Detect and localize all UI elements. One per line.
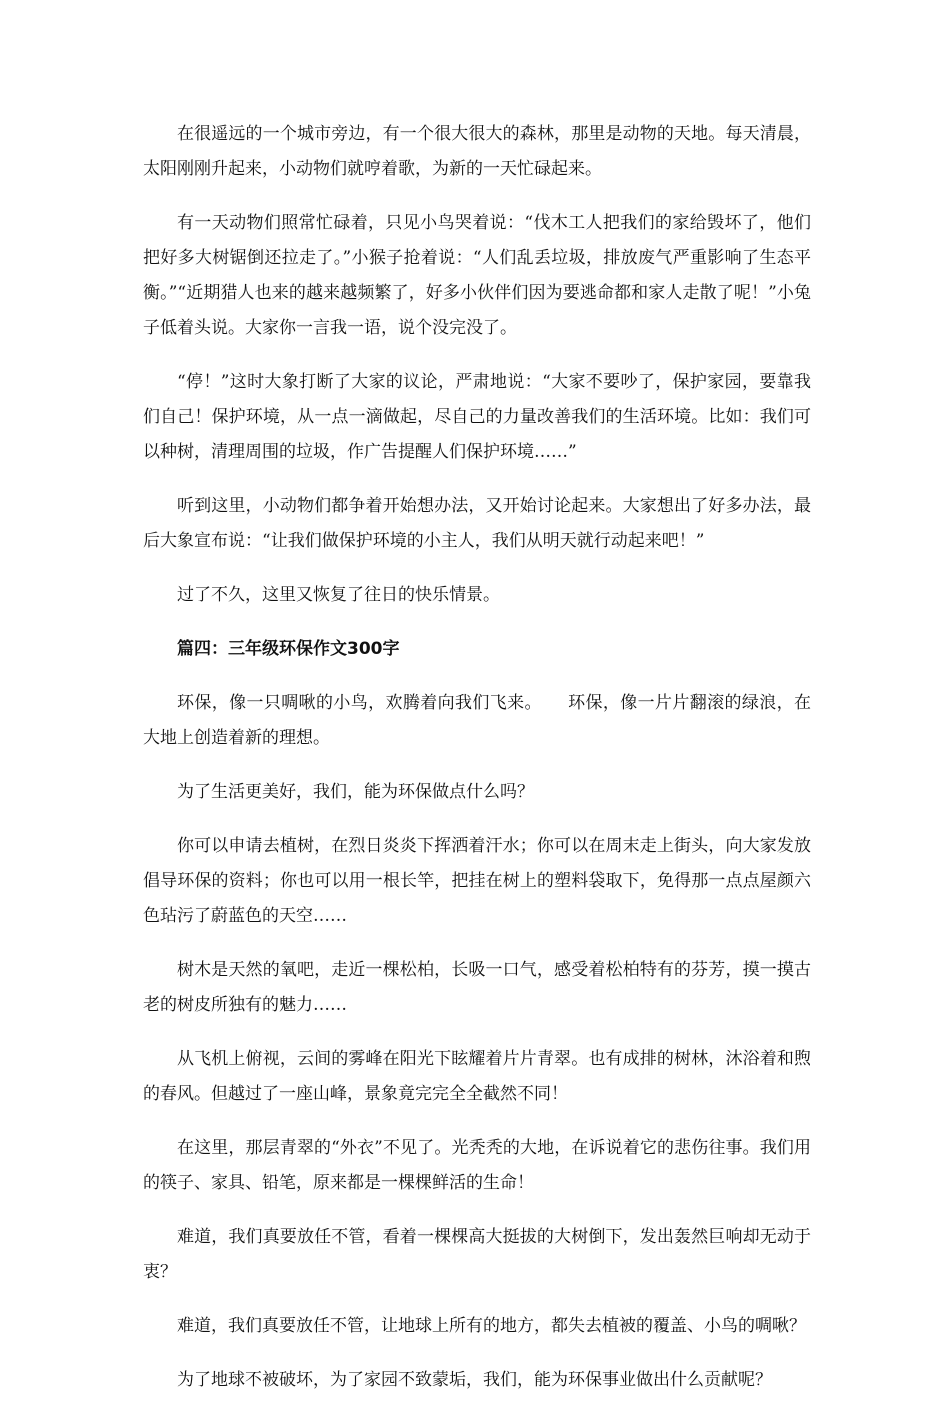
section-heading: 篇四：三年级环保作文300字: [177, 639, 400, 659]
paragraph: “停！”这时大象打断了大家的议论，严肃地说：“大家不要吵了，保护家园，要靠我们自己！保护环境，从一点一滴做起，尽自己的力量改善我们的生活环境。比如：我们可以种树，清理周围的垃圾，作广告提醒人们保护环境……”: [143, 372, 811, 462]
paragraph: 从飞机上俯视，云间的雾峰在阳光下眩耀着片片青翠。也有成排的树林，沐浴着和煦的春风。但越过了一座山峰，景象竟完完全全截然不同！: [143, 1049, 811, 1104]
paragraph: 在这里，那层青翠的“外衣”不见了。光秃秃的大地，在诉说着它的悲伤往事。我们用的筷子、家具、铅笔，原来都是一棵棵鲜活的生命！: [143, 1138, 811, 1193]
paragraph: 有一天动物们照常忙碌着，只见小鸟哭着说：“伐木工人把我们的家给毁坏了，他们把好多大树锯倒还拉走了。”小猴子抢着说：“人们乱丢垃圾，排放废气严重影响了生态平衡。”“近期猎人也来的越来越频繁了，好多小伙伴们因为要逃命都和家人走散了呢！”小兔子低着头说。大家你一言我一语，说个没完没了。: [143, 213, 811, 338]
paragraph: 为了地球不被破坏，为了家园不致蒙垢，我们，能为环保事业做出什么贡献呢？: [177, 1370, 772, 1390]
paragraph: 难道，我们真要放任不管，看着一棵棵高大挺拔的大树倒下，发出轰然巨响却无动于衷？: [143, 1227, 811, 1282]
paragraph: 为了生活更美好，我们，能为环保做点什么吗？: [177, 782, 534, 802]
paragraph: 你可以申请去植树，在烈日炎炎下挥洒着汗水；你可以在周末走上街头，向大家发放倡导环保的资料；你也可以用一根长竿，把挂在树上的塑料袋取下，免得那一点点屋颜六色玷污了蔚蓝色的天空……: [143, 836, 811, 926]
paragraph: 难道，我们真要放任不管，让地球上所有的地方，都失去植被的覆盖、小鸟的啁啾？: [177, 1316, 806, 1336]
paragraph: 树木是天然的氧吧，走近一棵松柏，长吸一口气，感受着松柏特有的芬芳，摸一摸古老的树皮所独有的魅力……: [143, 960, 811, 1015]
document-body: [143, 117, 811, 1417]
paragraph: 过了不久，这里又恢复了往日的快乐情景。: [177, 585, 500, 605]
paragraph: 听到这里，小动物们都争着开始想办法，又开始讨论起来。大家想出了好多办法，最后大象宣布说：“让我们做保护环境的小主人，我们从明天就行动起来吧！”: [143, 496, 811, 551]
paragraph: 在很遥远的一个城市旁边，有一个很大很大的森林，那里是动物的天地。每天清晨，太阳刚刚升起来，小动物们就哼着歌，为新的一天忙碌起来。: [143, 124, 811, 179]
paragraph: 环保，像一只啁啾的小鸟，欢腾着向我们飞来。 环保，像一片片翻滚的绿浪，在大地上创造着新的理想。: [143, 693, 811, 748]
